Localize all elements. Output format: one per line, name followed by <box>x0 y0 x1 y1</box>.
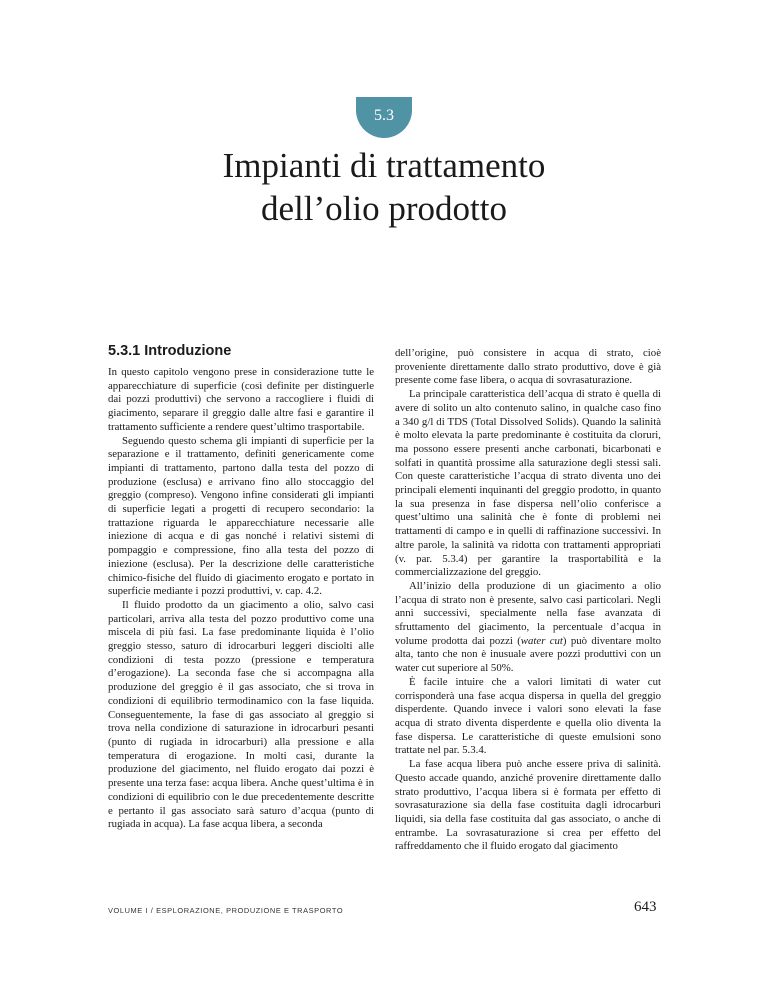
text-run: La fase acqua libera può anche essere priva di salinità. Questo accade quando, anziché provenire direttamente dallo strato produttivo, l’acqua libera si è formata per effetto di sovrasaturazione sia della fase costituita dagli idrocarburi liquidi, sia della fase costituita dal gas associato, o anche di entrambe. La sovrasaturazione si crea per effetto del raffreddamento che il fluido erogato dal giacimento <box>395 758 661 853</box>
text-run: ) può diventare molto alta, tanto che non è inusuale avere pozzi produttivi con un water cut superiore al 50%. <box>395 634 662 675</box>
paragraph: In questo capitolo vengono prese in considerazione tutte le apparecchiature di superficie (così definite per distinguerle dai pozzi produttivi) che servono a raccogliere i fluidi di giacimento, separare il greggio dalle altre fasi e garantire il trattamento sufficiente a rendere quest’ultimo trasportabile. <box>108 366 374 433</box>
text-run: La principale caratteristica dell’acqua di strato è quella di avere di solito un alto contenuto salino, in qualche caso fino a 340 g/l di TDS (Total Dissolved Solids). Quando la salinità è molto elevata la parte predominante è costituita da cloruri, ma possono essere presenti anche carbonati, bicarbonati e solfati in quantità prossime alla saturazione degli stessi sali. Con queste caratteristiche l’acqua di strato diventa uno dei principali elementi inquinanti del greggio prodotto, in quanto la sua presenza in fase dispersa nell’olio conferisce a quest’ultimo una salinità che è fonte di problemi nei trattamenti di campo e in quelli di raffinazione successivi. In altre parole, la salinità va ridotta con trattamenti appropriati (v. par. 5.3.4) per garantire la trasportabilità e la commercializzazione del greggio. <box>395 388 661 579</box>
right-column <box>395 347 661 854</box>
section-heading: 5.3.1 Introduzione <box>108 343 232 359</box>
text-run: All’inizio della produzione di un giacimento a olio l’acqua di strato non è presente, salvo casi particolari. Negli anni successivi, specialmente nella fase avanzata di sfruttamento del giacimento, la percentuale d’acqua in volume prodotta dai pozzi ( <box>395 579 661 647</box>
italic-term: water cut <box>520 634 563 647</box>
paragraph <box>395 388 661 580</box>
page-number: 643 <box>634 899 657 915</box>
paragraph <box>395 676 661 758</box>
paragraph <box>395 758 661 854</box>
chapter-title-line-2: dell’olio prodotto <box>261 189 507 228</box>
section-number: 5.3 <box>374 107 394 124</box>
text-run: È facile intuire che a valori limitati di water cut corrisponderà una fase acqua dispersa in quella del greggio disperdente. Quando invece i valori sono elevati la fase acqua di strato diventa disperdente e quella olio diventa la fase dispersa. Le caratteristiche di queste emulsioni sono trattate nel par. 5.3.4. <box>395 675 661 757</box>
paragraph: Seguendo questo schema gli impianti di superficie per la separazione e il trattamento, definiti genericamente come impianti di trattamento, partono dalla testa del pozzo di produzione (esclusa) e arrivano fino allo stoccaggio del greggio (compreso). Vengono infine considerati gli impianti di superficie legati a progetti di recupero secondario: la trattazione riguarda le apparecchiature necessarie alle iniezione di acqua e di gas nonché i relativi sistemi di pompaggio e compressione, fino alla testa del pozzo di iniezione (esclusa). Per la descrizione delle caratteristiche chimico-fisiche del fluido di giacimento erogato e portato in superficie mediante i pozzi produttivi, v. cap. 4.2. <box>108 434 374 598</box>
paragraph <box>395 347 661 388</box>
text-run: dell’origine, può consistere in acqua di strato, cioè proveniente direttamente dallo strato produttivo, dove è già presente come fase libera, o acqua di sovrasaturazione. <box>395 347 661 387</box>
paragraph <box>395 580 661 676</box>
section-number-badge <box>356 97 412 138</box>
paragraph: Il fluido prodotto da un giacimento a olio, salvo casi particolari, arriva alla testa del pozzo produttivo come una miscela di più fasi. La fase predominante liquida è l’olio greggio stesso, saturo di idrocarburi leggeri disciolti alle condizioni di testa pozzo (pressione e temperatura d’erogazione). La seconda fase che si accompagna alla produzione del greggio è il gas associato, che si trova in condizioni di equilibrio termodinamico con la fase liquida. Conseguentemente, la fase di gas associato al greggio si trova nella condizione di saturazione in idrocarburi pesanti (punto di rugiada in idrocarburi) alla pressione e alla temperatura di erogazione. In molti casi, durante la produzione del giacimento, nel fluido erogato dai pozzi è presente una terza fase: acqua libera. Anche quest’ultima è in condizioni di equilibrio con le due precedentemente descritte e pertanto il gas associato sarà saturo d’acqua (punto di rugiada in acqua). La fase acqua libera, a seconda <box>108 598 374 831</box>
chapter-title-line-1: Impianti di trattamento <box>222 146 546 185</box>
left-column <box>108 366 374 832</box>
footer-volume: VOLUME I / ESPLORAZIONE, PRODUZIONE E TRASPORTO <box>108 906 344 915</box>
chapter-title <box>0 144 768 230</box>
